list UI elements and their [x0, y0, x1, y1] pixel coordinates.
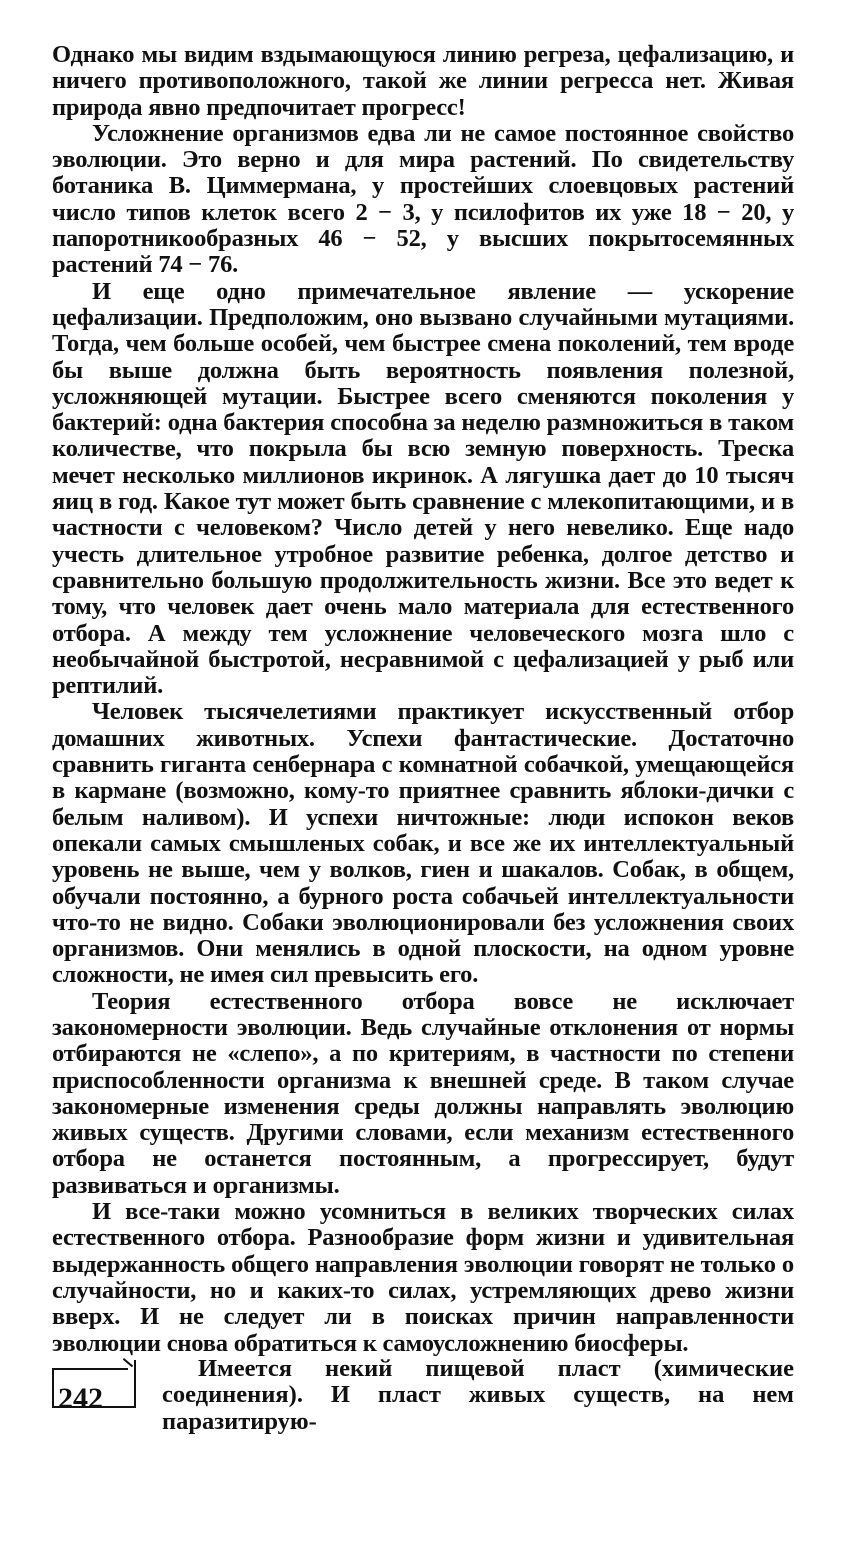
footer-block: [52, 1355, 794, 1435]
paragraph-7: Имеется некий пищевой пласт (химические соединения). И пласт живых существ, на нем паразитирую-: [162, 1355, 794, 1435]
paragraph-5: Теория естественного отбора вовсе не исключает закономерности эволюции. Ведь случайные отклонения от нормы отбираются не «слепо», а по критериям, в частности по степени приспособленности организма к внешней среде. В таком случае закономерные изменения среды должны направлять эволюцию живых существ. Другими словами, если механизм естественного отбора не останется постоянным, а прогрессирует, будут развиваться и организмы.: [52, 987, 794, 1199]
paragraph-3: И еще одно примечательное явление — ускорение цефализации. Предположим, оно вызвано случайными мутациями. Тогда, чем больше особей, чем быстрее смена поколений, тем вроде бы выше должна быть вероятность появления полезной, усложняющей мутации. Быстрее всего сменяются поколения у бактерий: одна бактерия способна за неделю размножиться в таком количестве, что покрыла бы всю земную поверхность. Треска мечет несколько миллионов икринок. А лягушка дает до 10 тысяч яиц в год. Какое тут может быть сравнение с млекопитающими, и в частности с человеком? Число детей у него невелико. Еще надо учесть длительное утробное развитие ребенка, долгое детство и сравнительно большую продолжительность жизни. Все это ведет к тому, что человек дает очень мало материала для естественного отбора. А между тем усложнение человеческого мозга шло с необычайной быстротой, несравнимой с цефализацией у рыб или рептилий.: [52, 277, 794, 700]
paragraph-2: Усложнение организмов едва ли не самое постоянное свойство эволюции. Это верно и для мира растений. По свидетельству ботаника В. Циммермана, у простейших слоевцовых растений число типов клеток всего 2 − 3, у псилофитов их уже 18 − 20, у папоротникообразных 46 − 52, у высших покрытосемянных растений 74 − 76.: [52, 119, 794, 279]
paragraph-4: Человек тысячелетиями практикует искусственный отбор домашних животных. Успехи фантастические. Достаточно сравнить гиганта сенбернара с комнатной собачкой, умещающейся в кармане (возможно, кому-то приятнее сравнить яблоки-дички с белым наливом). И успехи ничтожные: люди испокон веков опекали самых смышленых собак, и все же их интеллектуальный уровень не выше, чем у волков, гиен и шакалов. Собак, в общем, обучали постоянно, а бурного роста собачьей интеллектуальности что-то не видно. Собаки эволюционировали без усложнения своих организмов. Они менялись в одной плоскости, на одном уровне сложности, не имея сил превысить его.: [52, 698, 794, 989]
paragraph-6: И все-таки можно усомниться в великих творческих силах естественного отбора. Разнообразие форм жизни и удивительная выдержанность общего направления эволюции говорят не только о случайности, но и каких-то силах, устремляющих древо жизни вверх. И не следует ли в поисках причин направленности эволюции снова обратиться к самоусложнению биосферы.: [52, 1198, 794, 1357]
body-text: [52, 42, 794, 1357]
paragraph-1: Однако мы видим вздымающуюся линию регреза, цефализацию, и ничего противоположного, такой же линии регресса нет. Живая природа явно предпочитает прогресс!: [52, 41, 794, 121]
page-number: 242: [58, 1382, 103, 1415]
